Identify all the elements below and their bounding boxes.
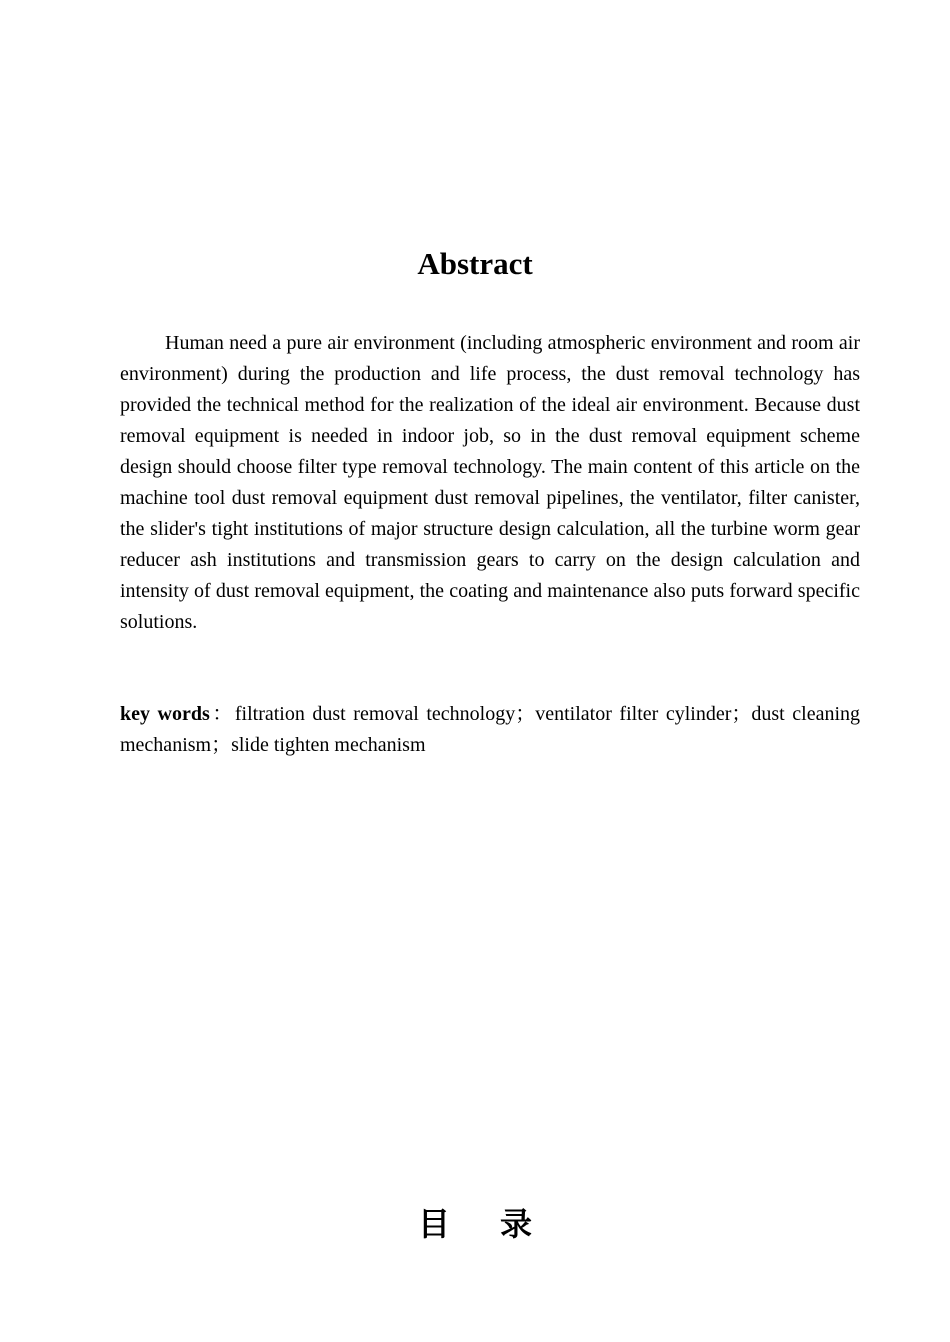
table-of-contents-heading: [0, 1202, 950, 1246]
toc-heading-char: 目: [417, 1205, 450, 1243]
keyword-item: slide tighten mechanism: [231, 734, 426, 756]
keyword-delimiter: ；: [731, 703, 752, 725]
keyword-delimiter: ；: [211, 734, 232, 756]
keywords-paragraph: [120, 699, 860, 761]
keywords-separator: ：: [209, 703, 235, 725]
keyword-item: dust cleaning mechanism: [120, 703, 861, 756]
keyword-item: ventilator filter cylinder: [535, 703, 732, 725]
keyword-item: filtration dust removal technology: [234, 703, 516, 725]
keyword-delimiter: ；: [515, 703, 536, 725]
abstract-title: Abstract: [417, 246, 533, 281]
keywords-label: key words: [120, 703, 210, 725]
abstract-body: Human need a pure air environment (including atmospheric environment and room air environment) during the production and life process, the dust removal technology has provided the technical method for the realization of the ideal air environment. Because dust removal equipment is needed in indoor job, so in the dust removal equipment scheme design should choose filter type removal technology. The main content of this article on the machine tool dust removal equipment dust removal pipelines, the ventilator, filter canister, the slider's tight institutions of major structure design calculation, all the turbine worm gear reducer ash institutions and transmission gears to carry on the design calculation and intensity of dust removal equipment, the coating and maintenance also puts forward specific solutions.: [120, 332, 860, 633]
toc-heading-char: 录: [500, 1205, 533, 1243]
